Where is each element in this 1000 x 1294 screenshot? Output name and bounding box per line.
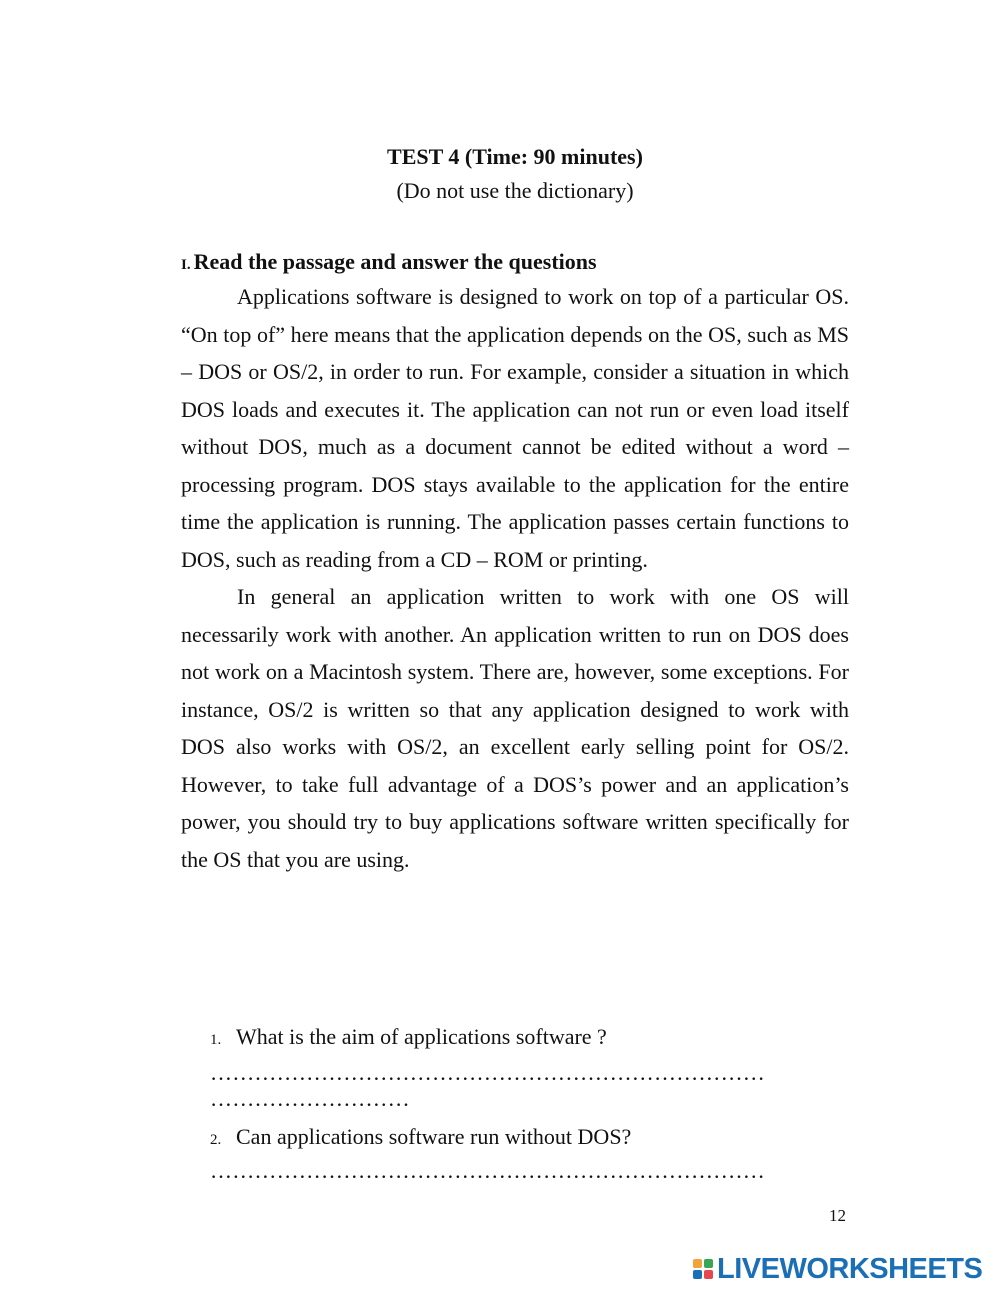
brand-name: LIVEWORKSHEETS	[717, 1252, 983, 1285]
passage-paragraph-1: Applications software is designed to work on top of a particular OS. “On top of” here means that the application depends on the OS, such as MS – DOS or OS/2, in order to run. For example, consider a situation in which DOS loads and executes it. The application can not run or even load itself without DOS, much as a document cannot be edited without a word – processing program. DOS stays available to the application for the entire time the application is running. The application passes certain functions to DOS, such as reading from a CD – ROM or printing.	[181, 284, 849, 572]
test-title: TEST 4 (Time: 90 minutes)	[387, 144, 643, 169]
question-1-text: What is the aim of applications software ?	[236, 1024, 607, 1049]
section-heading	[181, 249, 597, 275]
passage-paragraph-2: In general an application written to work with one OS will necessarily work with another. An application written to run on DOS does not work on a Macintosh system. There are, however, some exceptions. For instance, OS/2 is written so that any application designed to work with DOS also works with OS/2, an excellent early selling point for OS/2. However, to take full advantage of a DOS’s power and an application’s power, you should try to buy applications software written specifically for the OS that you are using.	[181, 584, 849, 872]
section-number: I.	[181, 257, 191, 273]
question-1	[210, 1024, 607, 1050]
logo-square-1	[693, 1259, 702, 1268]
section-heading-text: Read the passage and answer the questions	[193, 249, 597, 274]
question-1-answer-line-2[interactable]: ………………………	[210, 1086, 410, 1111]
test-subtitle: (Do not use the dictionary)	[396, 178, 634, 203]
logo-icon	[693, 1259, 713, 1279]
question-1-number: 1.	[210, 1032, 222, 1048]
reading-passage	[181, 278, 849, 878]
liveworksheets-logo	[693, 1254, 982, 1284]
question-2-text: Can applications software run without DOS?	[236, 1124, 632, 1149]
logo-square-2	[704, 1259, 713, 1268]
question-2-answer-line-1[interactable]: …………………………………………………………………	[210, 1158, 765, 1183]
question-2	[210, 1124, 631, 1150]
logo-square-4	[704, 1270, 713, 1279]
page-number: 12	[829, 1206, 846, 1225]
question-1-answer-line-1[interactable]: …………………………………………………………………	[210, 1060, 765, 1085]
logo-square-3	[693, 1270, 702, 1279]
question-2-number: 2.	[210, 1132, 222, 1148]
